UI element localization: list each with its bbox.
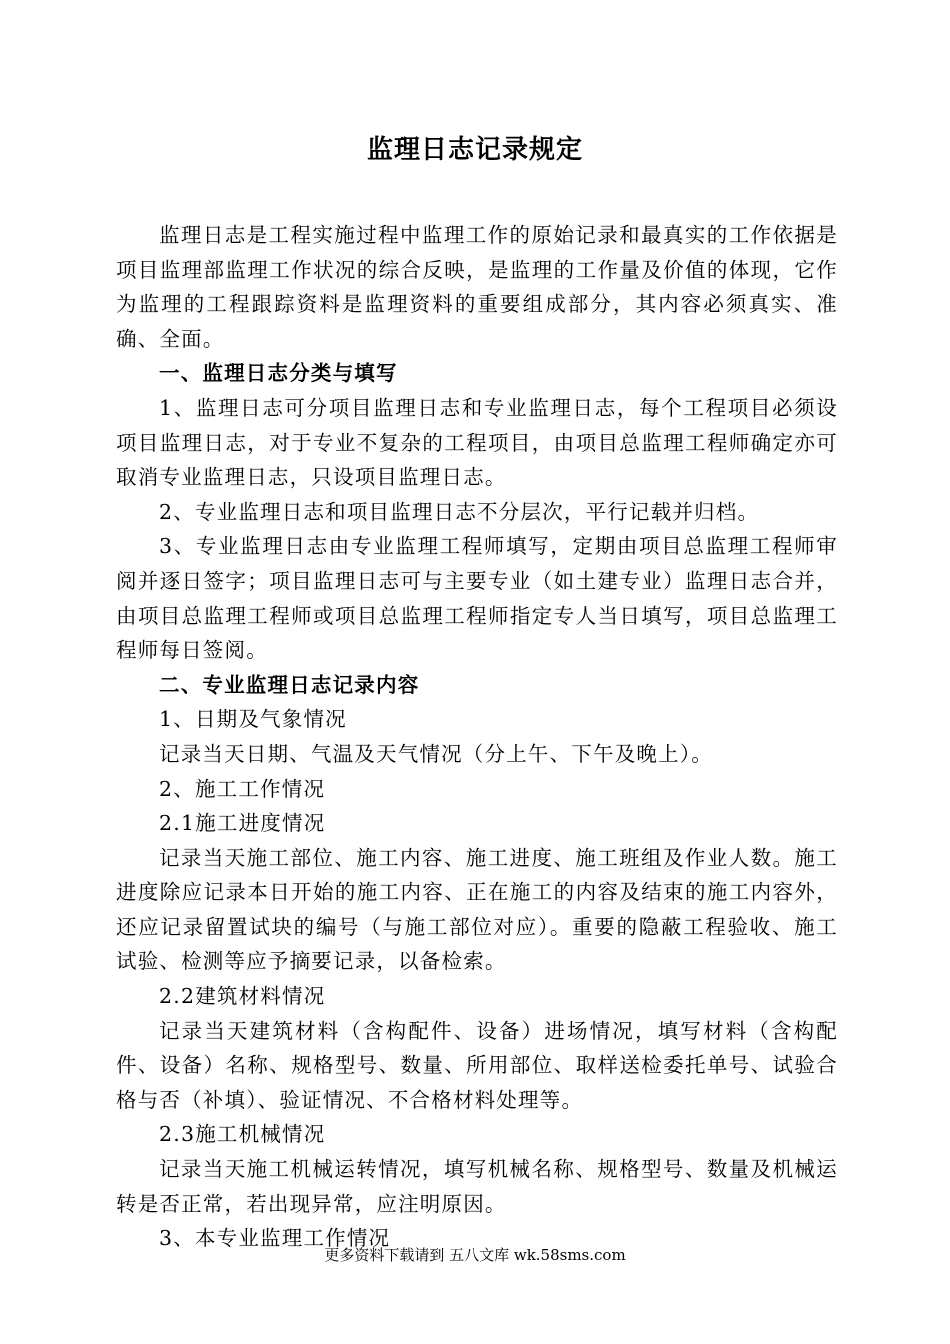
subheading-materials: 2.2建筑材料情况: [159, 984, 326, 1009]
paragraph-1-2: 2、专业监理日志和项目监理日志不分层次，平行记载并归档。: [159, 499, 760, 524]
subheading-supervision-work: 3、本专业监理工作情况: [159, 1226, 391, 1251]
paragraph-progress: 记录当天施工部位、施工内容、施工进度、施工班组及作业人数。施工进度除应记录本日开始的施工内容、正在施工的内容及结束的施工内容外，还应记录留置试块的编号（与施工部位对应）。重要的隐蔽工程验收、施工试验、检测等应予摘要记录，以备检索。: [116, 845, 838, 974]
paragraph-date-weather: 记录当天日期、气温及天气情况（分上午、下午及晚上）。: [159, 741, 713, 766]
section-heading-1: 一、监理日志分类与填写: [159, 361, 398, 386]
document-body: [116, 218, 838, 1256]
document-title: 监理日志记录规定: [366, 135, 583, 165]
intro-paragraph: 监理日志是工程实施过程中监理工作的原始记录和最真实的工作依据是项目监理部监理工作状况的综合反映，是监理的工作量及价值的体现，它作为监理的工程跟踪资料是监理资料的重要组成部分，其内容必须真实、准确、全面。: [116, 223, 838, 351]
subheading-construction-work: 2、施工工作情况: [159, 776, 326, 801]
footer-note: 更多资料下载请到 五八文库 wk.58sms.com: [324, 1246, 626, 1264]
paragraph-machinery: 记录当天施工机械运转情况，填写机械名称、规格型号、数量及机械运转是否正常，若出现异常，应注明原因。: [116, 1157, 838, 1216]
paragraph-1-3: 3、专业监理日志由专业监理工程师填写，定期由项目总监理工程师审阅并逐日签字；项目监理日志可与主要专业（如土建专业）监理日志合并，由项目总监理工程师或项目总监理工程师指定专人当日填写，项目总监理工程师每日签阅。: [116, 534, 838, 663]
paragraph-1-1: 1、监理日志可分项目监理日志和专业监理日志，每个工程项目必须设项目监理日志，对于专业不复杂的工程项目，由项目总监理工程师确定亦可取消专业监理日志，只设项目监理日志。: [116, 395, 838, 490]
section-heading-2: 二、专业监理日志记录内容: [159, 672, 420, 697]
subheading-progress: 2.1施工进度情况: [159, 811, 326, 836]
subheading-machinery: 2.3施工机械情况: [159, 1122, 326, 1147]
subheading-date-weather: 1、日期及气象情况: [159, 707, 347, 732]
paragraph-materials: 记录当天建筑材料（含构配件、设备）进场情况，填写材料（含构配件、设备）名称、规格型号、数量、所用部位、取样送检委托单号、试验合格与否（补填）、验证情况、不合格材料处理等。: [116, 1018, 838, 1112]
